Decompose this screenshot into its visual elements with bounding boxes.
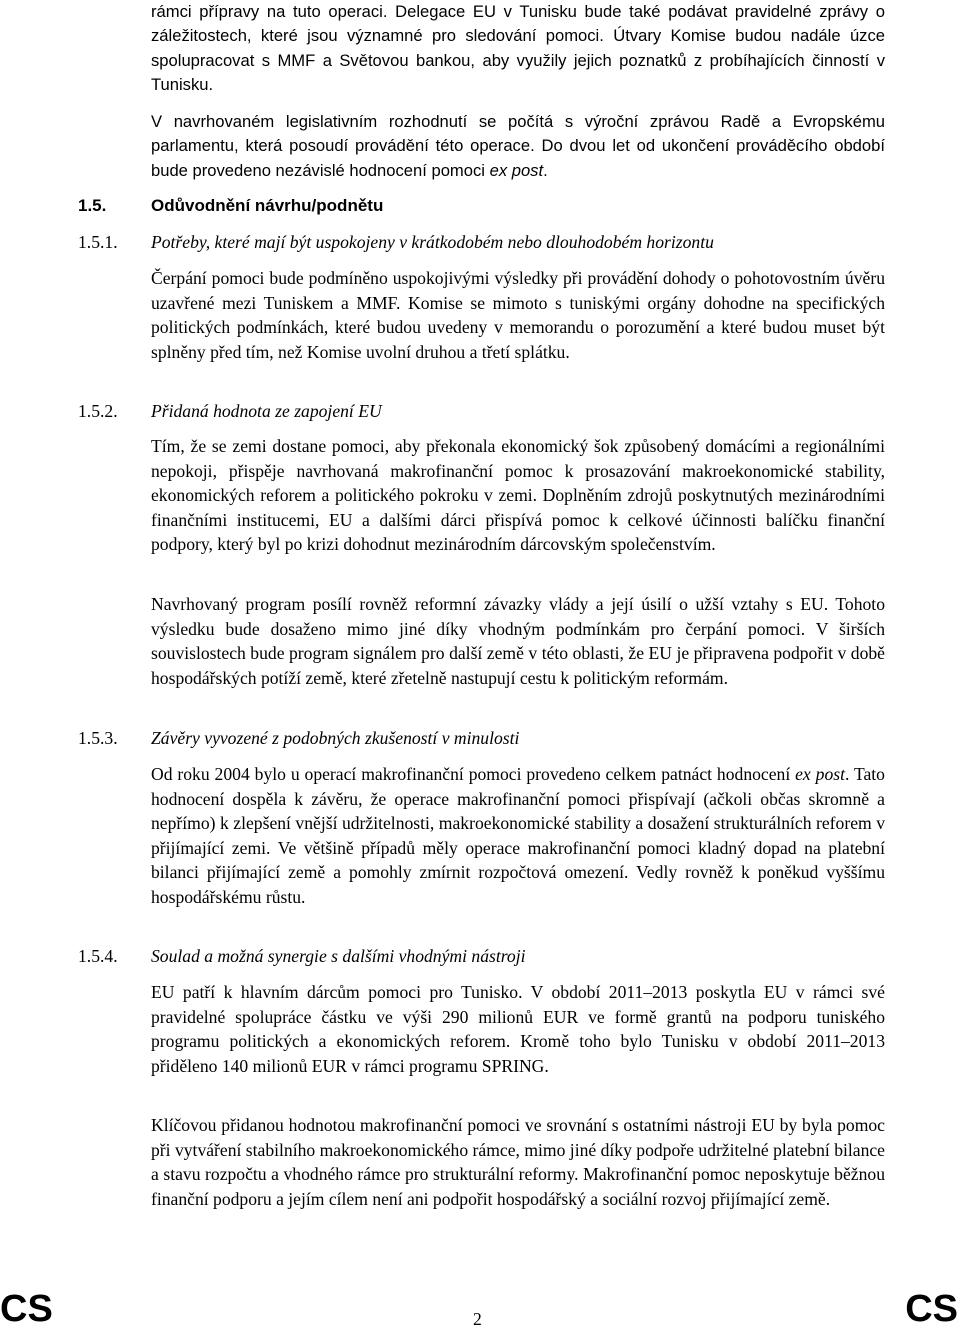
ex-post-term: ex post	[795, 764, 845, 784]
paragraph-key-added-value: Klíčovou přidanou hodnotou makrofinanční pomoci ve srovnání s ostatními nástroji EU by byla pomoc při vytváření stabilního makroekonomického rámce, mimo jiné díky podpoře udržitelné platební bilance a stavu rozpočtu a vhodného rámce pro strukturální reformy. Makrofinanční pomoc neposkytuje běžnou finanční podporu a jejím cílem není ani podpořit hospodářský a sociální rozvoj přijímající země.	[151, 1115, 885, 1209]
paragraph-conditions: Čerpání pomoci bude podmíněno uspokojivými výsledky při provádění dohody o pohotovostním úvěru uzavřené mezi Tuniskem a MMF. Komise se mimoto s tuniskými orgány dohodne na specifických politických podmínkách, které budou uvedeny v memorandu o porozumění a které budou muset být splněny před tím, než Komise uvolní druhou a třetí splátku.	[151, 268, 885, 362]
paragraph-text-continued: . Tato hodnocení dospěla k závěru, že operace makrofinanční pomoci přispívají (ačkoli občas skromně a nepřímo) k zlepšení vnější udržitelnosti, makroekonomické stability a dosažení strukturálních reforem v přijímající zemi. Ve většině případů měly operace makrofinanční pomoci kladný dopad na platební bilanci přijímající země a pomohly zmírnit rozpočtová omezení. Vedly rovněž k poněkud vyššímu hospodářskému růstu.	[151, 764, 885, 907]
footer-language-left: CS	[0, 1288, 53, 1330]
paragraph-lessons	[151, 762, 885, 910]
paragraph-text: rámci přípravy na tuto operaci. Delegace EU v Tunisku bude také podávat pravidelné zprávy o záležitostech, které jsou významné pro sledování pomoci. Útvary Komise budou nadále úzce spolupracovat s MMF a Světovou bankou, aby využily jejich poznatků z probíhajících činností v Tunisku.	[151, 2, 885, 94]
footer-page-number: 2	[473, 1309, 482, 1329]
section-number-1-5-1: 1.5.1.	[78, 232, 118, 252]
paragraph-annual-report	[151, 110, 885, 183]
section-title-1-5-3: Závěry vyvozené z podobných zkušeností v minulosti	[151, 728, 520, 748]
paragraph-text-continued: Do dvou let od ukončení prováděcího období bude provedeno nezávislé hodnocení pomoci	[151, 136, 885, 180]
section-number-1-5-2: 1.5.2.	[78, 401, 118, 421]
paragraph-eu-donor: EU patří k hlavním dárcům pomoci pro Tunisko. V období 2011–2013 poskytla EU v rámci své pravidelné spolupráce částku ve výši 290 milionů EUR ve formě grantů na podporu tuniského programu politických a ekonomických reforem. Kromě toho bylo Tunisku v období 2011–2013 přiděleno 140 milionů EUR v rámci programu SPRING.	[151, 982, 885, 1076]
paragraph-monitoring	[151, 0, 885, 97]
paragraph-reform-commitments: Navrhovaný program posílí rovněž reformní závazky vlády a její úsilí o užší vztahy s EU. Tohoto výsledku bude dosaženo mimo jiné díky vhodným podmínkám pro čerpání pomoci. V širších souvislostech bude program signálem pro další země v této oblasti, že EU je připravena podpořit v době hospodářských potíží země, které zřetelně nastupují cestu k politickým reformám.	[151, 594, 885, 688]
ex-post-term: ex post	[489, 160, 544, 180]
paragraph-text: Od roku 2004 bylo u operací makrofinanční pomoci provedeno celkem patnáct hodnocení	[151, 764, 791, 784]
section-number-1-5-3: 1.5.3.	[78, 728, 118, 748]
footer-language-right: CS	[905, 1288, 958, 1330]
section-title-1-5-4: Soulad a možná synergie s dalšími vhodnými nástroji	[151, 946, 526, 966]
section-number-1-5-4: 1.5.4.	[78, 946, 118, 966]
paragraph-added-value: Tím, že se zemi dostane pomoci, aby překonala ekonomický šok způsobený domácími a regionálními nepokoji, přispěje navrhovaná makrofinanční pomoc k prosazování makroekonomické stability, ekonomických reforem a politického pokroku v zemi. Doplněním zdrojů poskytnutých mezinárodními finančními institucemi, EU a dalšími dárci přispívá pomoc k celkové účinnosti balíčku finanční podpory, který byl po krizi dohodnut mezinárodním dárcovským společenstvím.	[151, 436, 885, 555]
section-title-1-5: Odůvodnění návrhu/podnětu	[151, 196, 384, 215]
section-number-1-5: 1.5.	[78, 196, 107, 215]
paragraph-text: V navrhovaném legislativním rozhodnutí se počítá s výroční zprávou Radě a Evropskému parlamentu, která posoudí provádění této operace.	[151, 112, 885, 156]
paragraph-end: .	[543, 160, 548, 180]
section-title-1-5-1: Potřeby, které mají být uspokojeny v krátkodobém nebo dlouhodobém horizontu	[151, 232, 714, 252]
section-title-1-5-2: Přidaná hodnota ze zapojení EU	[151, 401, 382, 421]
